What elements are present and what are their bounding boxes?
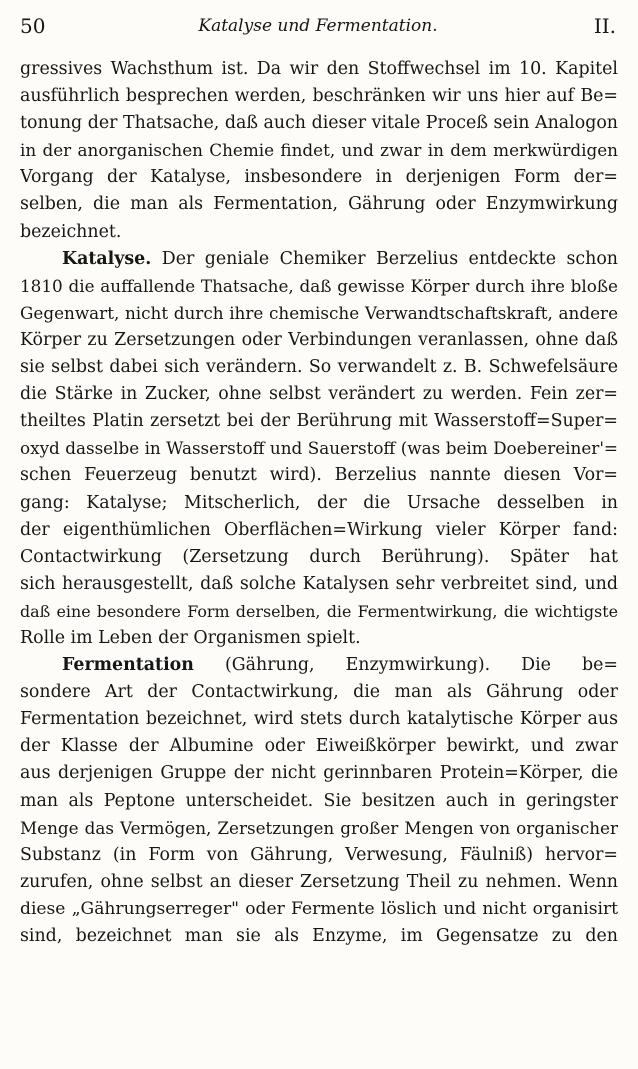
text-line: tonung der Thatsache, daß auch dieser vitale Proceß sein Analogon bbox=[20, 113, 618, 134]
text-line: die Stärke in Zucker, ohne selbst verändert zu werden. Fein zer= bbox=[20, 384, 618, 405]
text-line: zurufen, ohne selbst an dieser Zersetzung Theil zu nehmen. Wenn bbox=[20, 871, 618, 892]
section-heading-katalyse: Katalyse. bbox=[62, 248, 152, 269]
chapter-number: II. bbox=[593, 14, 616, 38]
text-line: daß eine besondere Form derselben, die Fermentwirkung, die wichtigste bbox=[20, 601, 618, 621]
text-line: der Klasse der Albumine oder Eiweißkörper bewirkt, und zwar bbox=[20, 736, 618, 757]
text-line: Gegenwart, nicht durch ihre chemische Verwandtschaftskraft, andere bbox=[20, 302, 618, 323]
text-line bbox=[20, 246, 618, 273]
text-line: Rolle im Leben der Organismen spielt. bbox=[20, 627, 361, 648]
text-line: Menge das Vermögen, Zersetzungen großer Mengen von organischer bbox=[20, 817, 618, 838]
text-line: sie selbst dabei sich verändern. So verwandelt z. B. Schwefelsäure bbox=[20, 357, 618, 378]
text-line: sondere Art der Contactwirkung, die man als Gährung oder bbox=[20, 682, 618, 703]
text-line: Fermentation bezeichnet, wird stets durch katalytische Körper aus bbox=[20, 709, 618, 730]
text-line: aus derjenigen Gruppe der nicht gerinnbaren Protein=Körper, die bbox=[20, 763, 618, 784]
text-line: ausführlich besprechen werden, beschränken wir uns hier auf Be= bbox=[20, 86, 618, 107]
page-header bbox=[20, 14, 616, 44]
text-line: schen Feuerzeug benutzt wird). Berzelius nannte diesen Vor= bbox=[20, 465, 618, 486]
text-line: Contactwirkung (Zersetzung durch Berührung). Später hat bbox=[20, 546, 618, 567]
paragraph-katalyse bbox=[20, 246, 618, 652]
text-line: diese „Gährungserreger" oder Fermente löslich und nicht organisirt bbox=[20, 898, 618, 919]
body-text bbox=[20, 56, 618, 950]
text-line: sich herausgestellt, daß solche Katalysen sehr verbreitet sind, und bbox=[20, 573, 618, 594]
page-number: 50 bbox=[20, 14, 46, 38]
text-line: Vorgang der Katalyse, insbesondere in derjenigen Form der= bbox=[20, 167, 618, 188]
text-line: 1810 die auffallende Thatsache, daß gewisse Körper durch ihre bloße bbox=[20, 275, 618, 296]
text-line: Körper zu Zersetzungen oder Verbindungen veranlassen, ohne daß bbox=[20, 329, 618, 350]
text-line: der eigenthümlichen Oberflächen=Wirkung vieler Körper fand: bbox=[20, 519, 618, 540]
text-run: (Gährung, Enzymwirkung). Die be= bbox=[193, 655, 618, 676]
text-line: sind, bezeichnet man sie als Enzyme, im Gegensatze zu den bbox=[20, 926, 618, 946]
text-line: man als Peptone unterscheidet. Sie besitzen auch in geringster bbox=[20, 790, 618, 811]
text-line: Substanz (in Form von Gährung, Verwesung, Fäulniß) hervor= bbox=[20, 844, 618, 865]
text-line: bezeichnet. bbox=[20, 221, 122, 242]
section-heading-fermentation: Fermentation bbox=[62, 655, 194, 676]
text-run: Der geniale Chemiker Berzelius entdeckte schon bbox=[151, 248, 618, 269]
text-line: oxyd dasselbe in Wasserstoff und Sauerstoff (was beim Doebereiner'= bbox=[20, 438, 618, 459]
text-line: gang: Katalyse; Mitscherlich, der die Ursache desselben in bbox=[20, 492, 618, 513]
text-line: in der anorganischen Chemie findet, und zwar in dem merkwürdigen bbox=[20, 140, 618, 161]
text-line bbox=[20, 652, 618, 679]
running-title: Katalyse und Fermentation. bbox=[198, 16, 438, 36]
paragraph-1 bbox=[20, 56, 618, 246]
text-line: theiltes Platin zersetzt bei der Berührung mit Wasserstoff=Super= bbox=[20, 411, 618, 432]
text-line: gressives Wachsthum ist. Da wir den Stoffwechsel im 10. Kapitel bbox=[20, 59, 618, 79]
text-line: selben, die man als Fermentation, Gährung oder Enzymwirkung bbox=[20, 194, 618, 215]
paragraph-fermentation bbox=[20, 652, 618, 950]
